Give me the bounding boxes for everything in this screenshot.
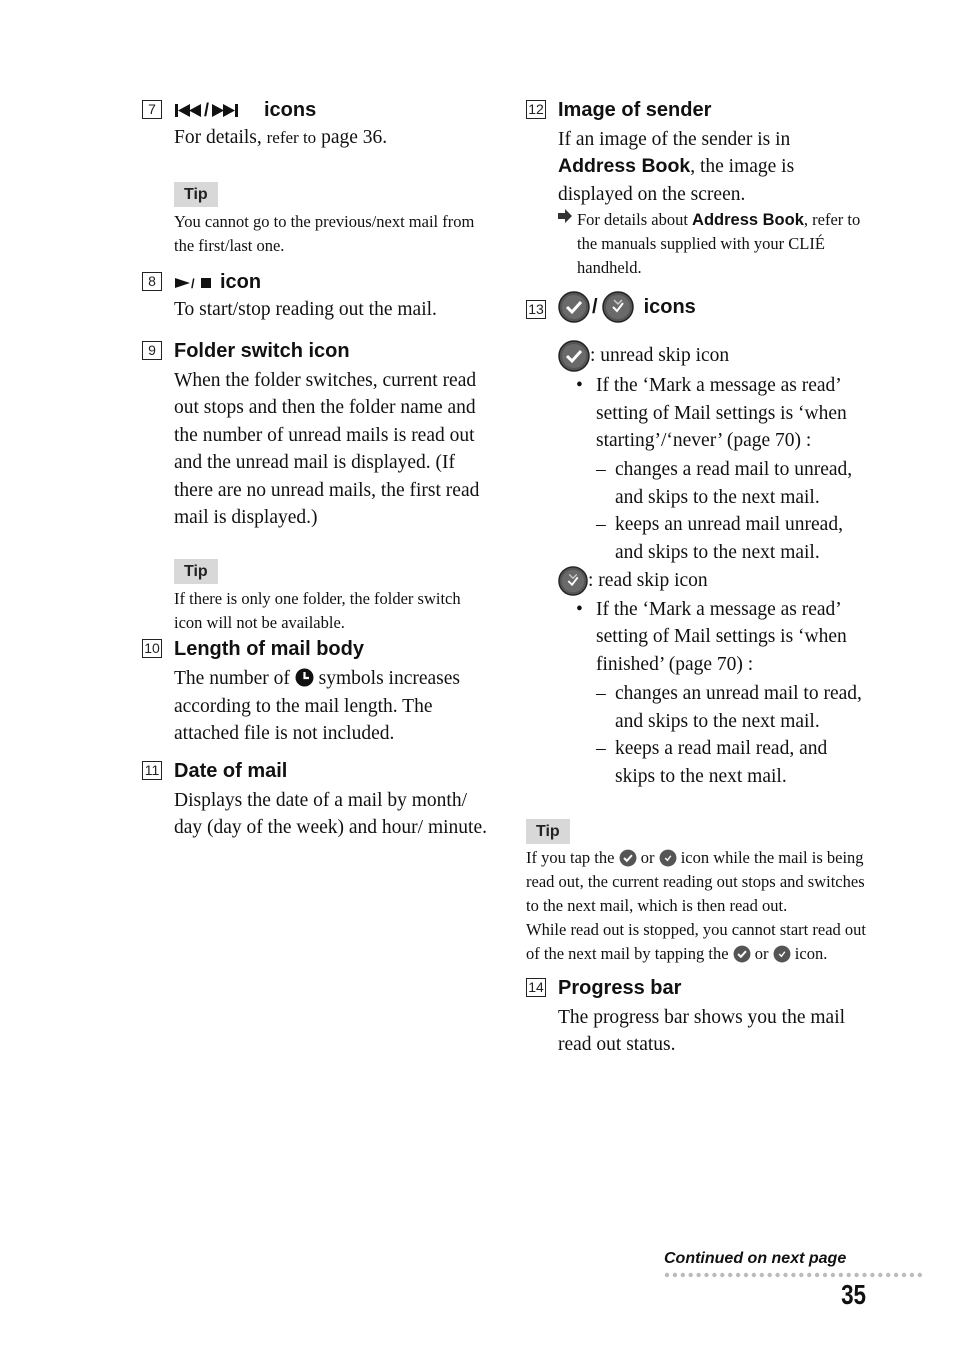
svg-text:/: /	[191, 276, 195, 290]
section-number: 13	[526, 300, 546, 319]
svg-text:/: /	[204, 101, 210, 119]
section-number: 12	[526, 100, 546, 119]
section-9	[142, 337, 487, 531]
section-body: For details, refer to page 36.	[174, 127, 388, 148]
unread-skip-icon	[558, 340, 590, 372]
section-title: Folder switch icon	[174, 340, 350, 362]
section-body: The progress bar shows you the mail read out status.	[558, 1006, 846, 1056]
section-title: icon	[220, 271, 262, 293]
section-body: If an image of the sender is in Address Book, the image is displayed on the screen.	[558, 129, 795, 205]
section-body: To start/stop reading out the mail.	[174, 299, 437, 320]
section-11	[142, 757, 487, 842]
dash-item: – changes a read mail to unread, and skips to the next mail.	[596, 459, 853, 508]
section-10	[142, 635, 487, 747]
tip-text: You cannot go to the previous/next mail from the first/last one.	[174, 212, 475, 255]
section-8	[142, 268, 487, 330]
section-number: 7	[142, 100, 162, 119]
bullet-item: • If the ‘Mark a message as read’ setting of Mail settings is ‘when finished’ (page 70) :	[576, 599, 847, 675]
section-title: icons	[264, 99, 317, 121]
prev-icon	[175, 104, 201, 117]
clock-icon	[295, 668, 314, 687]
section-7	[142, 96, 487, 154]
section-13: 13 / icons : unread skip icon • If the ‘Mark a message as read’ setting of Mail settings is ‘when starting’/‘never’ (page 70) : – changes a read mail to unread, and skips to the next mail. – keeps an unread mail unread, and skips to the next mail. : read skip icon • If the ‘Mark a message as read’ setting of Mail settings is ‘when finished’ (page 70) : – changes an unread mail to read, and skips to the next mail. – keeps a read mail read, and skips to the next mail.	[526, 290, 871, 790]
section-number: 8	[142, 272, 162, 291]
tip-13	[494, 819, 871, 966]
play-icon	[175, 278, 190, 288]
read-skip-icon	[602, 291, 634, 323]
section-body: Displays the date of a mail by month/ day (day of the week) and hour/ minute.	[174, 789, 487, 839]
unread-skip-icon	[558, 291, 590, 323]
next-icon	[212, 104, 238, 117]
stop-icon	[201, 278, 211, 288]
section-title: icons	[643, 296, 696, 319]
dash-item: – changes an unread mail to read, and skips to the next mail.	[596, 683, 862, 732]
tip-text: If there is only one folder, the folder switch icon will not be available.	[174, 589, 461, 633]
tip-badge: Tip	[174, 559, 218, 584]
section-14	[526, 974, 871, 1059]
tip-badge: Tip	[526, 819, 570, 844]
section-number: 14	[526, 978, 546, 997]
section-body: When the folder switches, current read out stops and then the folder name and the number of unread mails is read out and the unread mail is displayed. (If there are no unread mails, the first read mail is displayed.)	[174, 370, 480, 529]
section-number: 9	[142, 341, 162, 360]
dotted-rule	[664, 1270, 926, 1280]
bullet-item: • If the ‘Mark a message as read’ setting of Mail settings is ‘when starting’/‘never’ (page 70) :	[576, 375, 847, 452]
unread-skip-label: : unread skip icon	[590, 345, 730, 367]
continued-label: Continued on next page	[664, 1250, 847, 1267]
cross-reference-note: For details about Address Book, refer to the manuals supplied with your CLIÉ handheld.	[558, 208, 871, 280]
section-12	[526, 96, 871, 280]
play-stop-icon	[174, 274, 216, 290]
tip-9	[142, 559, 487, 645]
section-number: 10	[142, 639, 162, 658]
tip-text: If you tap the or icon while the mail is being read out, the current reading out stops and switches to the next mail, which is then read out. While read out is stopped, you cannot start read out of the next mail by tapping the or icon.	[526, 847, 866, 963]
section-title: Date of mail	[174, 759, 288, 782]
read-skip-icon	[773, 945, 791, 963]
read-skip-icon	[558, 566, 588, 596]
unread-skip-icon	[733, 945, 751, 963]
section-title: Length of mail body	[174, 638, 364, 661]
arrow-icon	[558, 208, 577, 280]
read-skip-label: : read skip icon	[588, 570, 708, 592]
read-skip-icon	[659, 849, 677, 867]
dash-item: – keeps a read mail read, and skips to the next mail.	[596, 738, 828, 787]
tip-badge: Tip	[174, 182, 218, 207]
dash-item: – keeps an unread mail unread, and skips to the next mail.	[596, 514, 843, 563]
section-body: The number of symbols increases according to the mail length. The attached file is not included.	[174, 668, 460, 745]
section-title: Image of sender	[558, 99, 712, 121]
prev-next-icons	[174, 101, 260, 119]
section-title: Progress bar	[558, 976, 682, 999]
tip-7	[142, 182, 487, 268]
page-number: 35	[841, 1279, 866, 1310]
unread-skip-icon	[619, 849, 637, 867]
section-number: 11	[142, 761, 162, 780]
